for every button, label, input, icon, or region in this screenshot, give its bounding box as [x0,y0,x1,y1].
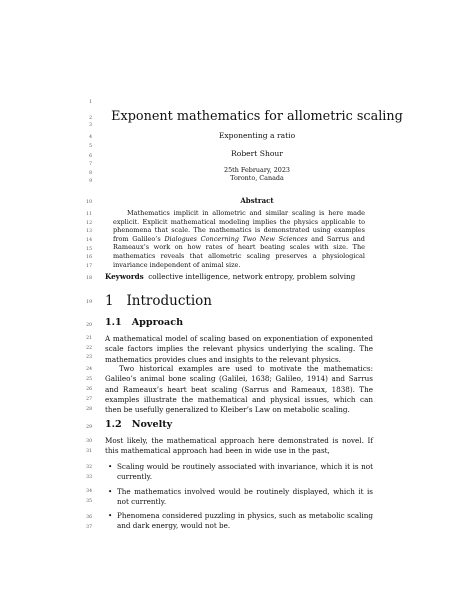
line-number: 12 [86,221,92,226]
bullet-glyph: • [108,486,113,496]
paper-date: 25th February, 2023 [224,166,290,174]
line-number: 10 [86,200,92,205]
keywords-line [105,272,355,281]
line-number: 3 [89,123,92,128]
line-number: 32 [86,465,92,470]
paragraph-novelty-1: Most likely, the mathematical approach here demonstrated is novel. If this mathematical approach had been in wide use in the past, [105,436,373,456]
list-item: • The mathematics involved would be routinely displayed, which it is not currently. [108,486,373,506]
subsection-heading-novelty: 1.2 Novelty [105,419,173,430]
abstract-heading: Abstract [240,196,274,205]
paragraph-approach-1: A mathematical model of scaling based on exponentiation of exponented scale factors implies the relevant physics underlying the scaling. The mathematics provides clues and insights to the relevant physics. [105,334,373,364]
line-number: 27 [86,397,92,402]
line-number: 31 [86,449,92,454]
line-number: 20 [86,323,92,328]
line-number: 13 [86,229,92,234]
line-number: 4 [89,135,92,140]
paper-location: Toronto, Canada [230,174,284,182]
line-number: 7 [89,162,92,167]
line-number: 23 [86,355,92,360]
line-number: 21 [86,336,92,341]
abstract-text: Mathematics implicit in allometric and similar scaling is here made explicit. Explicit mathematical modeling implies the physics applicable to phenomena that scale. The mathematics is demonstrated using examples from Galileo’s Dialogues Concerning Two New Sciences and Sarrus and Rameaux’s work on how rates of heart beating scales with size. The mathematics reveals that allometric scaling preserves a physiological invariance independent of animal size. [113,209,365,269]
line-number: 11 [86,212,92,217]
line-number: 15 [86,247,92,252]
book-title: Dialogues Concerning Two New Sciences [164,234,308,243]
author-name: Robert Shour [231,149,283,158]
line-number: 16 [86,255,92,260]
line-number: 5 [89,144,92,149]
subsection-heading-approach: 1.1 Approach [105,317,184,328]
line-number: 9 [89,179,92,184]
keywords-label: Keywords [105,272,144,281]
line-number: 6 [89,154,92,159]
line-number: 36 [86,515,92,520]
paper-title: Exponent mathematics for allometric scaling [111,109,403,124]
line-number: 30 [86,439,92,444]
line-number: 1 [89,100,92,105]
list-item: • Scaling would be routinely associated with invariance, which it is not currently. [108,462,373,482]
line-number: 19 [86,300,92,305]
line-number: 33 [86,475,92,480]
list-item: • Phenomena considered puzzling in physics, such as metabolic scaling and dark energy, would not be. [108,511,373,531]
line-number: 14 [86,238,92,243]
novelty-bullet-list [105,462,373,536]
line-number: 22 [86,346,92,351]
line-number: 24 [86,367,92,372]
line-number: 26 [86,387,92,392]
line-number: 28 [86,407,92,412]
bullet-glyph: • [108,511,113,521]
line-number: 17 [86,264,92,269]
bullet-glyph: • [108,462,113,471]
line-number: 2 [89,116,92,121]
line-number: 34 [86,489,92,494]
line-number: 25 [86,377,92,382]
paragraph-approach-2: Two historical examples are used to motivate the mathematics: Galileo’s animal bone scaling (Galilei, 1638; Galileo, 1914) and Sarrus and Rameaux’s heart beat scaling (Sarrus and Rameaux, 1838). The examples illustrate the mathematical and physical issues, which can then be usefully generalized to Kleiber’s Law on metabolic scaling. [105,364,373,415]
keywords-text: collective intelligence, network entropy, problem solving [148,272,356,281]
line-number: 8 [89,171,92,176]
section-heading: 1 Introduction [105,293,212,309]
line-number: 37 [86,525,92,530]
paper-subtitle: Exponenting a ratio [218,131,296,140]
line-number: 35 [86,499,92,504]
line-number: 18 [86,276,92,281]
line-number: 29 [86,425,92,430]
